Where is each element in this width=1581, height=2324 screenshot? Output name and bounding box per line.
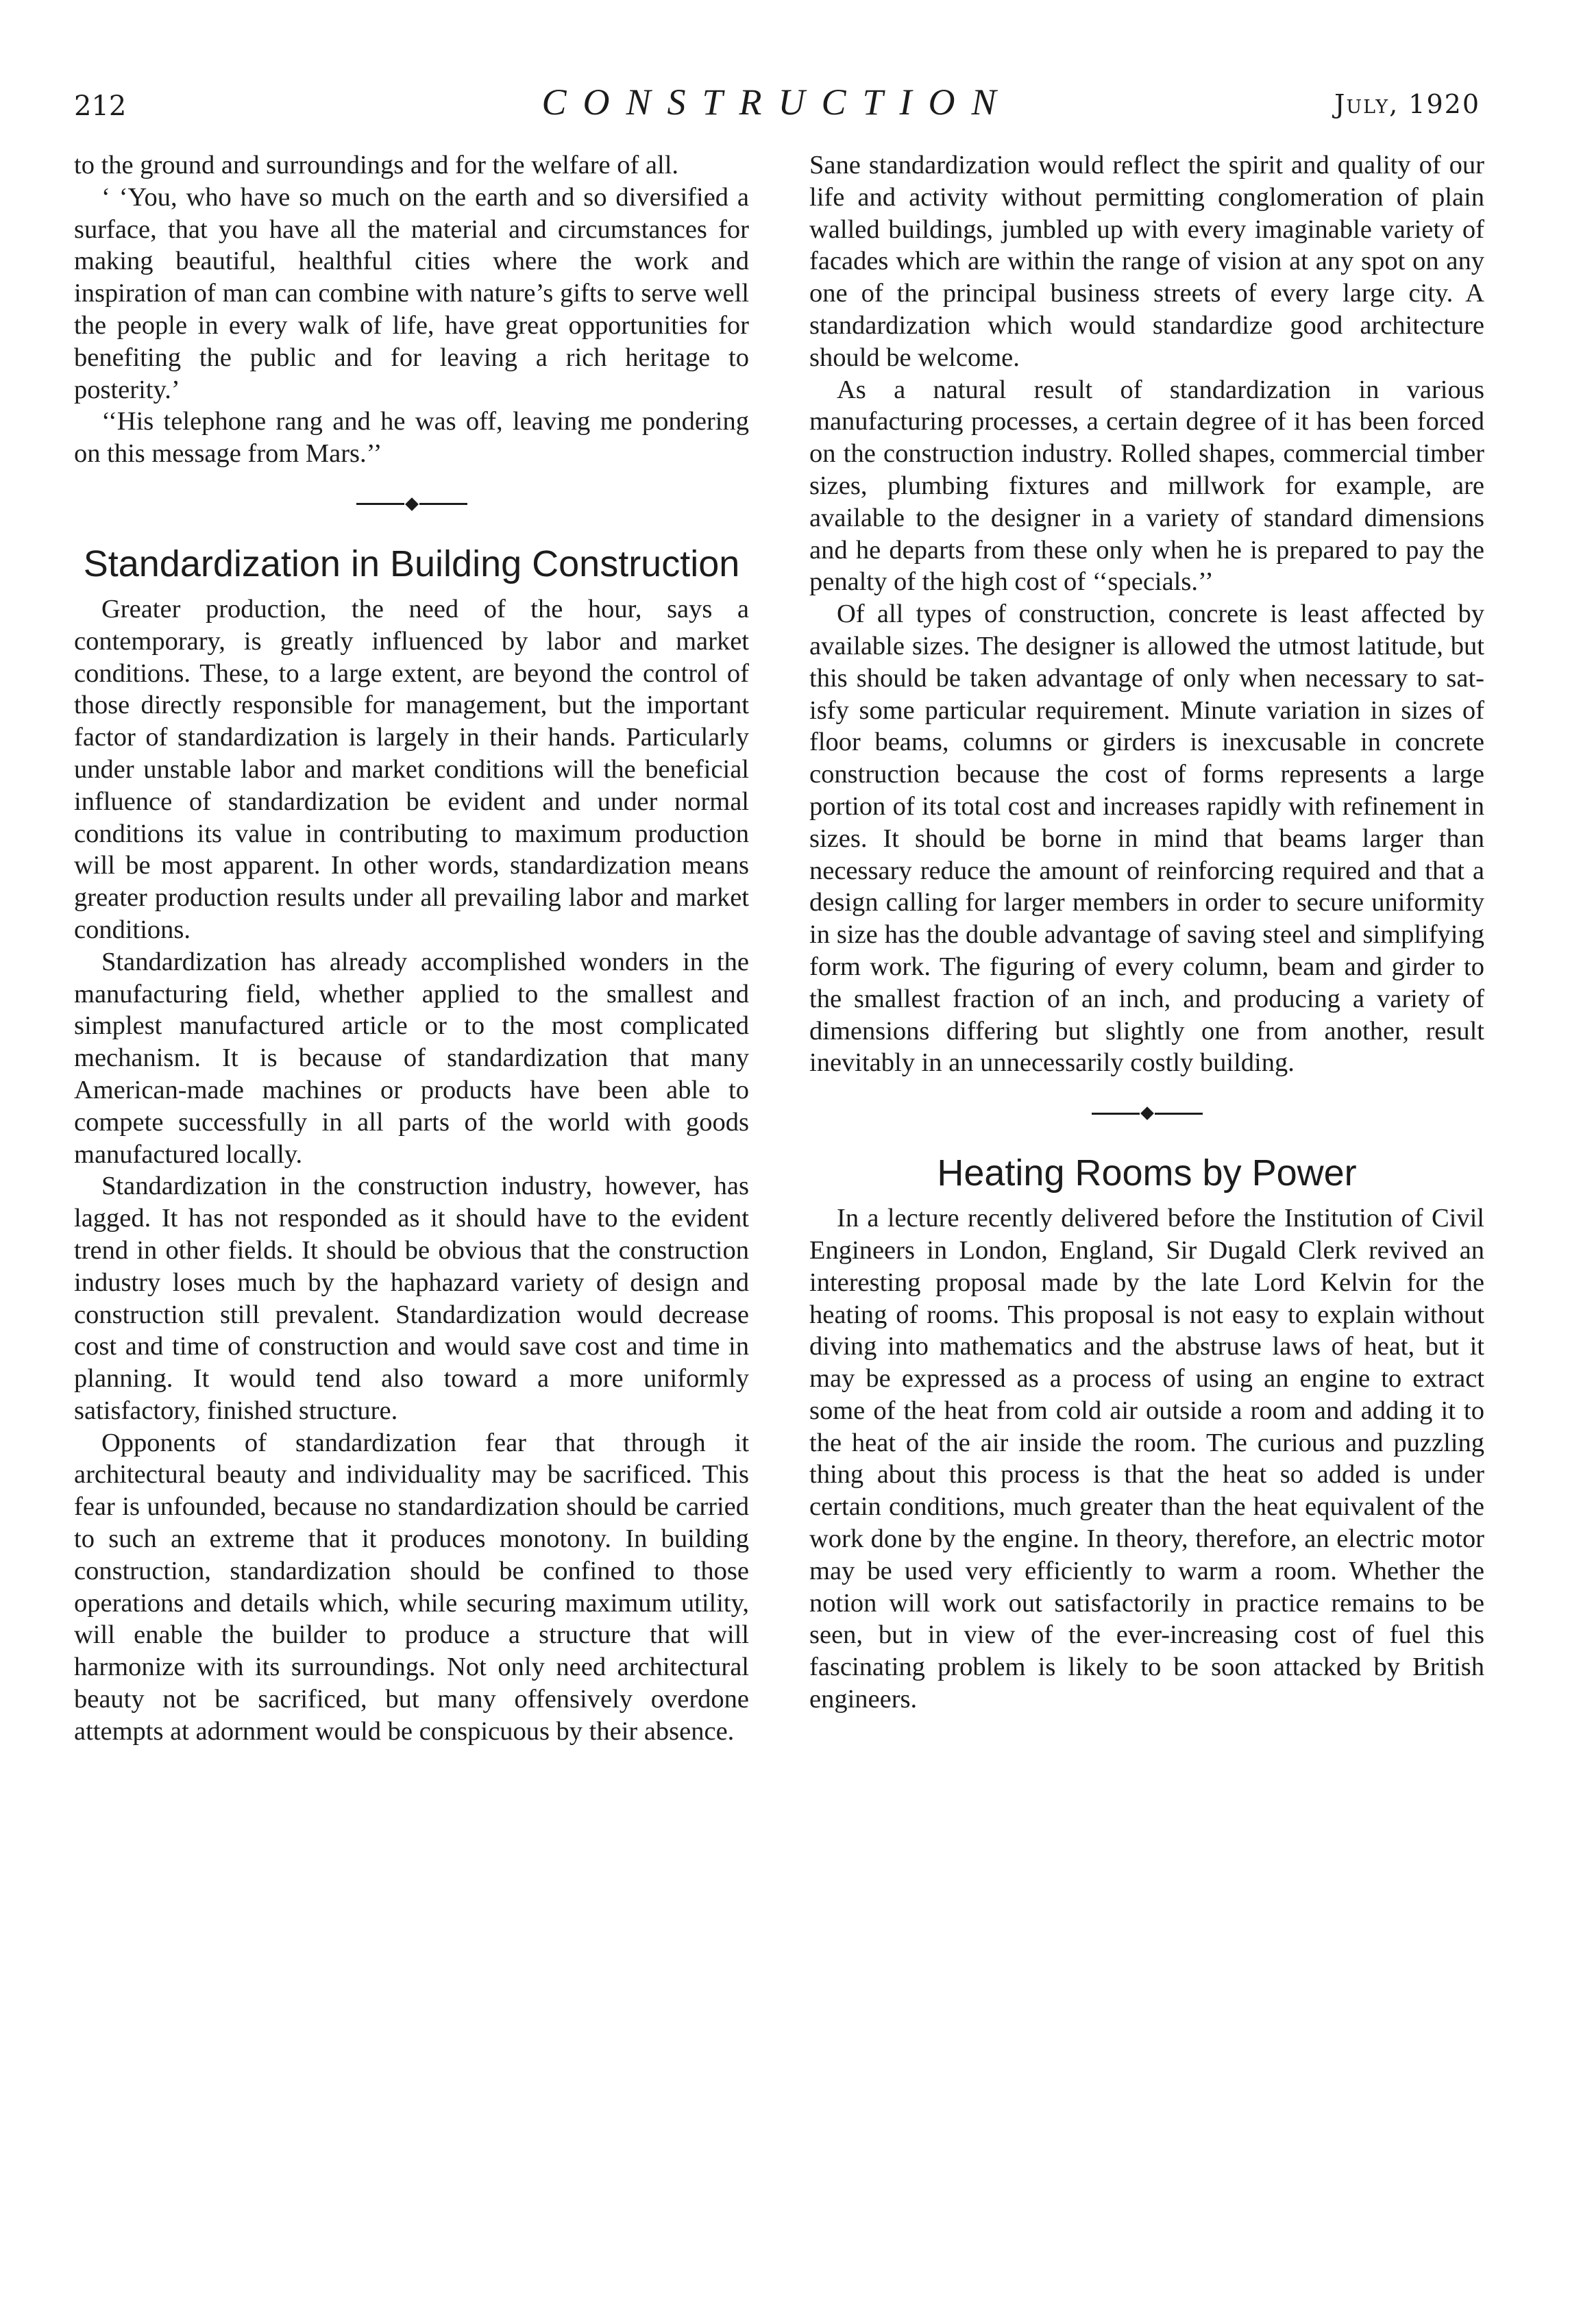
article-paragraph: In a lecture recently delivered before the Institution of Civil Engineers in London, England, Sir Dugald Clerk revived an interesting proposal made by the late Lord Kelvin for the heating of rooms. This proposal is not easy to explain without diving into mathematics and the abstruse laws of heat, but it may be expressed as a process of using an engine to extract some of the heat from cold air outside a room and adding it to the heat of the air inside the room. The curious and puzzling thing about this process is that the heat so added is under certain conditions, much greater than the heat equivalent of the work done by the engine. In theory, therefore, an electric motor may be used very efficiently to warm a room. Whether the notion will work out satisfactorily in practice remains to be seen, but in view of the ever-increasing cost of fuel this fascinating problem is likely to be soon attacked by British engineers. (809, 1204, 1484, 1714)
right-column (809, 149, 1484, 1716)
article-paragraph: Standardization has already accomplished wonders in the manufacturing field, whether applied to the smallest and simplest manufactured article or to the most complicated mechanism. It is because of standardization that many American-made machines or products have been able to compete successfully in all parts of the world with goods manufactured locally. (74, 947, 749, 1169)
continued-paragraph: ‘‘His telephone rang and he was off, leaving me pondering on this message from Mars.’’ (74, 407, 749, 469)
article-paragraph: Standardization in the construction industry, however, has lagged. It has not responded as it should have to the evident trend in other fields. It should be obvious that the construction industry loses much by the haphazard variety of design and construction still prevalent. Standardization would decrease cost and time of construction and would save cost and time in planning. It would tend also toward a more uniformly satisfactory, finished structure. (74, 1172, 749, 1425)
article-title: Heating Rooms by Power (937, 1152, 1357, 1194)
continued-paragraph: Of all types of construction, concrete is least affected by available sizes. The designer is allowed the utmost latitude, but this should be taken advantage of only when necessary to satisfy some particular requirement. Minute variation in sizes of floor beams, columns or girders is inexcusable in concrete construction because the cost of forms represents a large portion of its total cost and increases rapidly with refinement in sizes. It should be borne in mind that beams larger than necessary reduce the amount of reinforcing required and that a design calling for larger members in order to secure uniformity in size has the double advantage of saving steel and simplifying form work. The figuring of every column, beam and girder to the smallest fraction of an inch, and producing a variety of dimensions differing but slightly one from another, result inevitably in an unnecessarily costly building. (809, 599, 1484, 1078)
article-paragraph: Greater production, the need of the hour, says a contemporary, is greatly influenced by labor and market conditions. These, to a large extent, are beyond the control of those directly responsible for management, but the important factor of standardization is largely in their hands. Particularly under unstable labor and market conditions will the beneficial influence of standardization be evident and under normal conditions its value in contributing to maximum production will be most apparent. In other words, standardization means greater production results under all prevailing labor and market conditions. (74, 594, 749, 944)
section-divider-ornament (809, 1079, 1484, 1148)
continued-paragraph: to the ground and surroundings and for the welfare of all. (74, 151, 679, 180)
issue-date: July, 1920 (1334, 89, 1480, 119)
article-paragraph: Opponents of standardization fear that through it architectural beauty and individuality may be sacrificed. This fear is unfounded, because no standardization should be carried to such an extreme that it produces monotony. In building construction, standardization should be confined to those operations and details which, while securing maximum utility, will enable the builder to produce a structure that will harmonize with its surroundings. Not only need architectural beauty not be sacrificed, but many offensively overdone attempts at adornment would be conspicuous by their absence. (74, 1428, 749, 1746)
page-number: 212 (74, 90, 127, 122)
journal-title: CONSTRUCTION (541, 82, 1013, 123)
article-title: Standardization in Building Construction (83, 543, 740, 584)
page-header (74, 81, 1480, 136)
continued-paragraph: ‘ ‘You, who have so much on the earth and so diversified a surface, that you have all the material and circumstances for making beautiful, healthful cities where the work and inspiration of man can combine with nature’s gifts to serve well the people in every walk of life, have great opportunities for benefiting the public and for leaving a rich heritage to posterity.’ (74, 182, 749, 404)
section-divider-ornament (74, 470, 749, 539)
continued-paragraph: As a natural result of standardization in various manufacturing processes, a certain degree of it has been forced on the construction industry. Rolled shapes, commercial timber sizes, plumbing fixtures and millwork for example, are available to the designer in a variety of standard dimensions and he departs from these only when he is prepared to pay the penalty of the high cost of ‘‘specials.’’ (809, 375, 1484, 597)
left-column (74, 149, 749, 1748)
continued-paragraph: Sane standardization would reflect the spirit and quality of our life and activity without permitting conglomeration of plain walled buildings, jumbled up with every imaginable variety of facades which are within the range of vision at any spot on any one of the principal business streets of every large city. A standardization which would standardize good architecture should be welcome. (809, 151, 1484, 372)
